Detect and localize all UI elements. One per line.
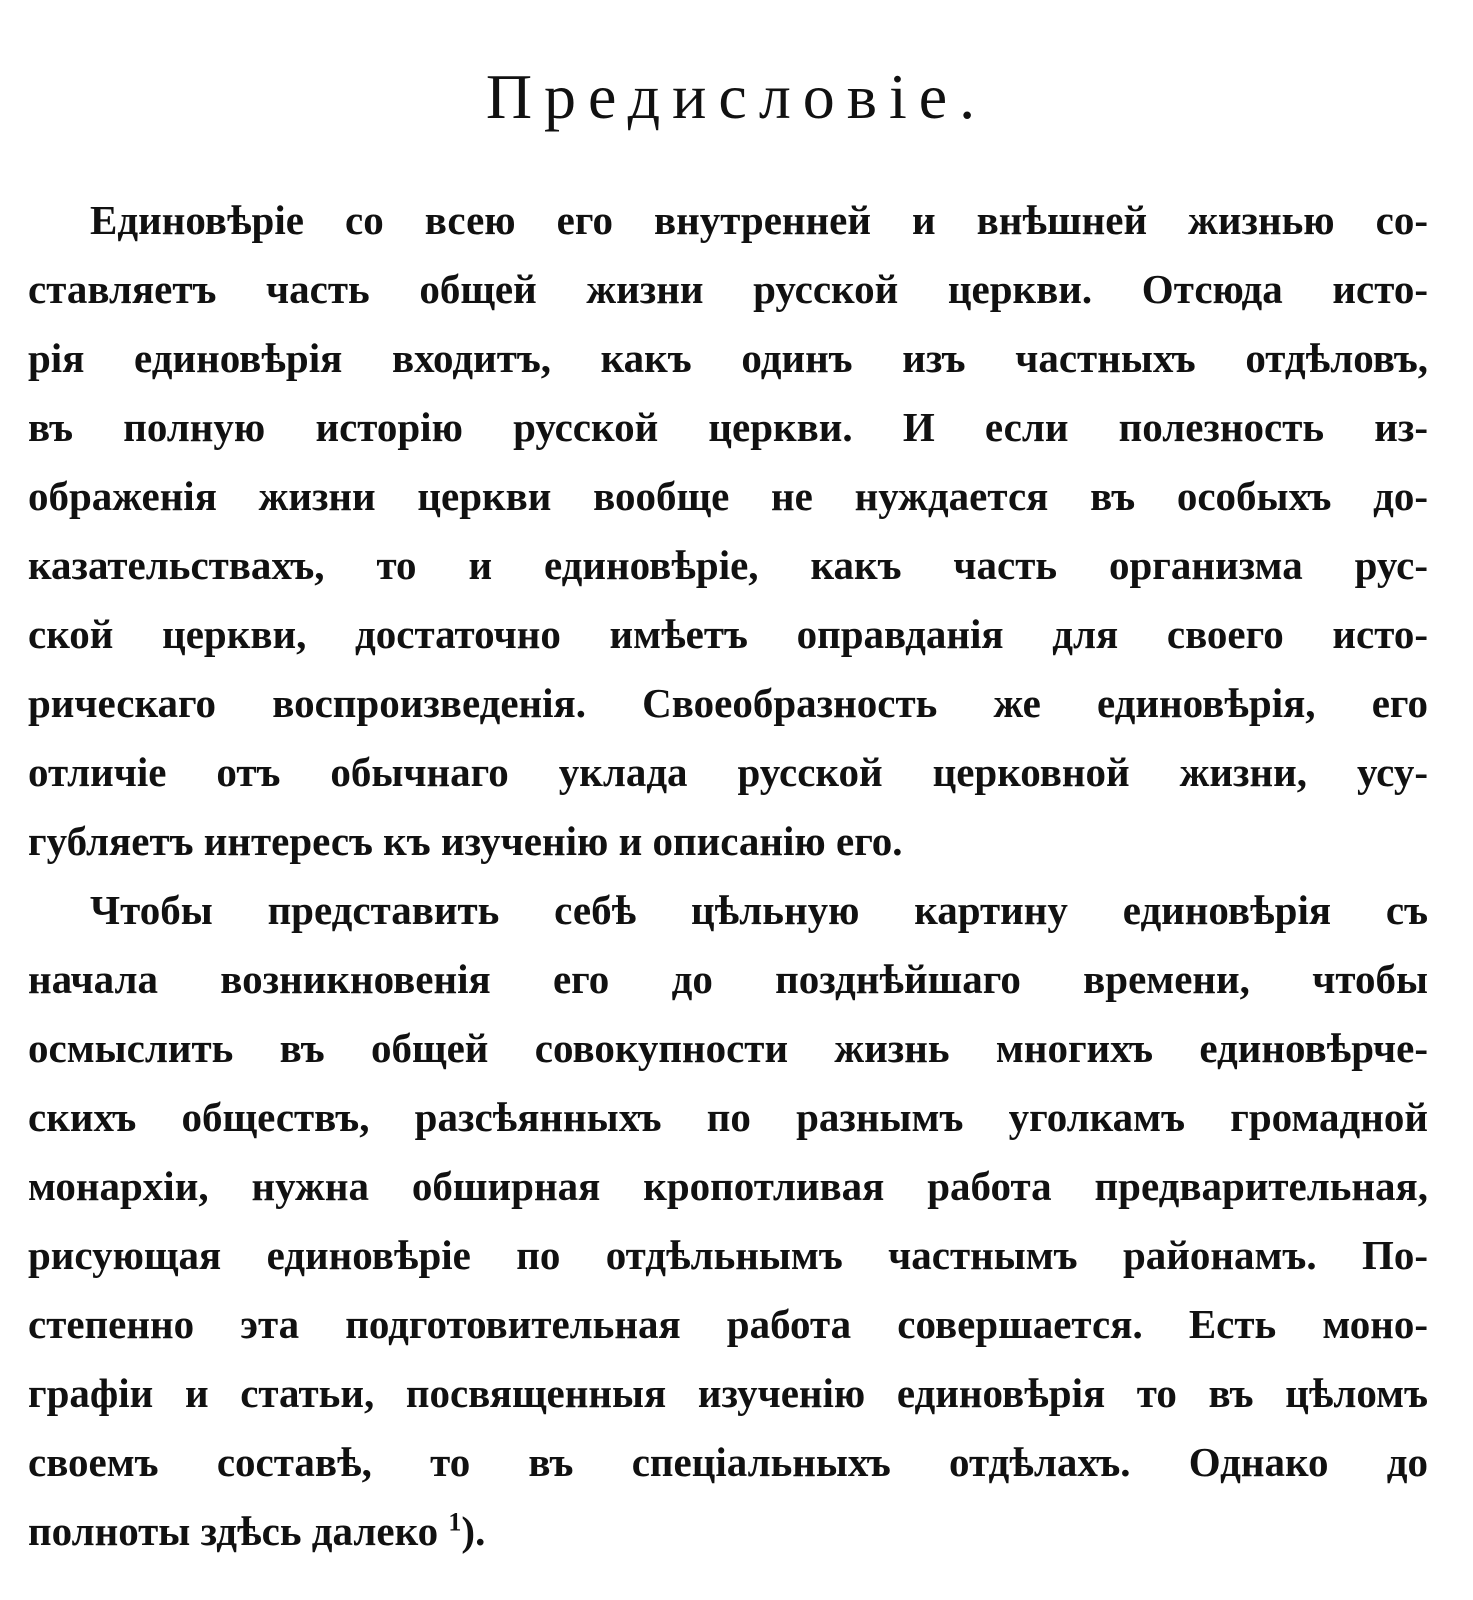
text-line: начала возникновенія его до позднѣйшаго времени, чтобы <box>28 956 1428 1002</box>
text-line: казательствахъ, то и единовѣріе, какъ часть организма рус- <box>28 542 1428 588</box>
closing-punctuation: ). <box>461 1508 486 1554</box>
text-line: ской церкви, достаточно имѣетъ оправданія для своего исто- <box>28 611 1428 657</box>
paragraph-1 <box>28 186 1428 876</box>
text-line: рія единовѣрія входитъ, какъ одинъ изъ частныхъ отдѣловъ, <box>28 335 1428 381</box>
text-line: ображенія жизни церкви вообще не нуждается въ особыхъ до- <box>28 473 1428 519</box>
text-line-final <box>28 1497 1428 1566</box>
text-line: своемъ составѣ, то въ спеціальныхъ отдѣлахъ. Однако до <box>28 1439 1428 1485</box>
body-text <box>28 186 1428 1566</box>
text-line: Чтобы представить себѣ цѣльную картину единовѣрія съ <box>90 887 1428 933</box>
text-line: губляетъ интересъ къ изученію и описанію его. <box>28 818 903 864</box>
paragraph-2 <box>28 876 1428 1566</box>
text-line: осмыслить въ общей совокупности жизнь многихъ единовѣрче- <box>28 1025 1428 1071</box>
footnote-mark: 1 <box>448 1507 462 1537</box>
text-line: въ полную исторію русской церкви. И если полезность из- <box>28 404 1428 450</box>
text-line: скихъ обществъ, разсѣянныхъ по разнымъ уголкамъ громадной <box>28 1094 1428 1140</box>
page-title: Предисловіе. <box>485 61 988 132</box>
text-line: графіи и статьи, посвященныя изученію единовѣрія то въ цѣломъ <box>28 1370 1428 1416</box>
text-line: монархіи, нужна обширная кропотливая работа предварительная, <box>28 1163 1428 1209</box>
text-line-final-content: полноты здѣсь далеко <box>28 1508 439 1554</box>
text-line: Единовѣріе со всею его внутренней и внѣшней жизнью со- <box>90 197 1428 243</box>
text-line: отличіе отъ обычнаго уклада русской церковной жизни, усу- <box>28 749 1428 795</box>
text-line: ставляетъ часть общей жизни русской церкви. Отсюда исто- <box>28 266 1428 312</box>
text-line: степенно эта подготовительная работа совершается. Есть моно- <box>28 1301 1428 1347</box>
text-line: рическаго воспроизведенія. Своеобразность же единовѣрія, его <box>28 680 1428 726</box>
text-line: рисующая единовѣріе по отдѣльнымъ частнымъ районамъ. По- <box>28 1232 1428 1278</box>
